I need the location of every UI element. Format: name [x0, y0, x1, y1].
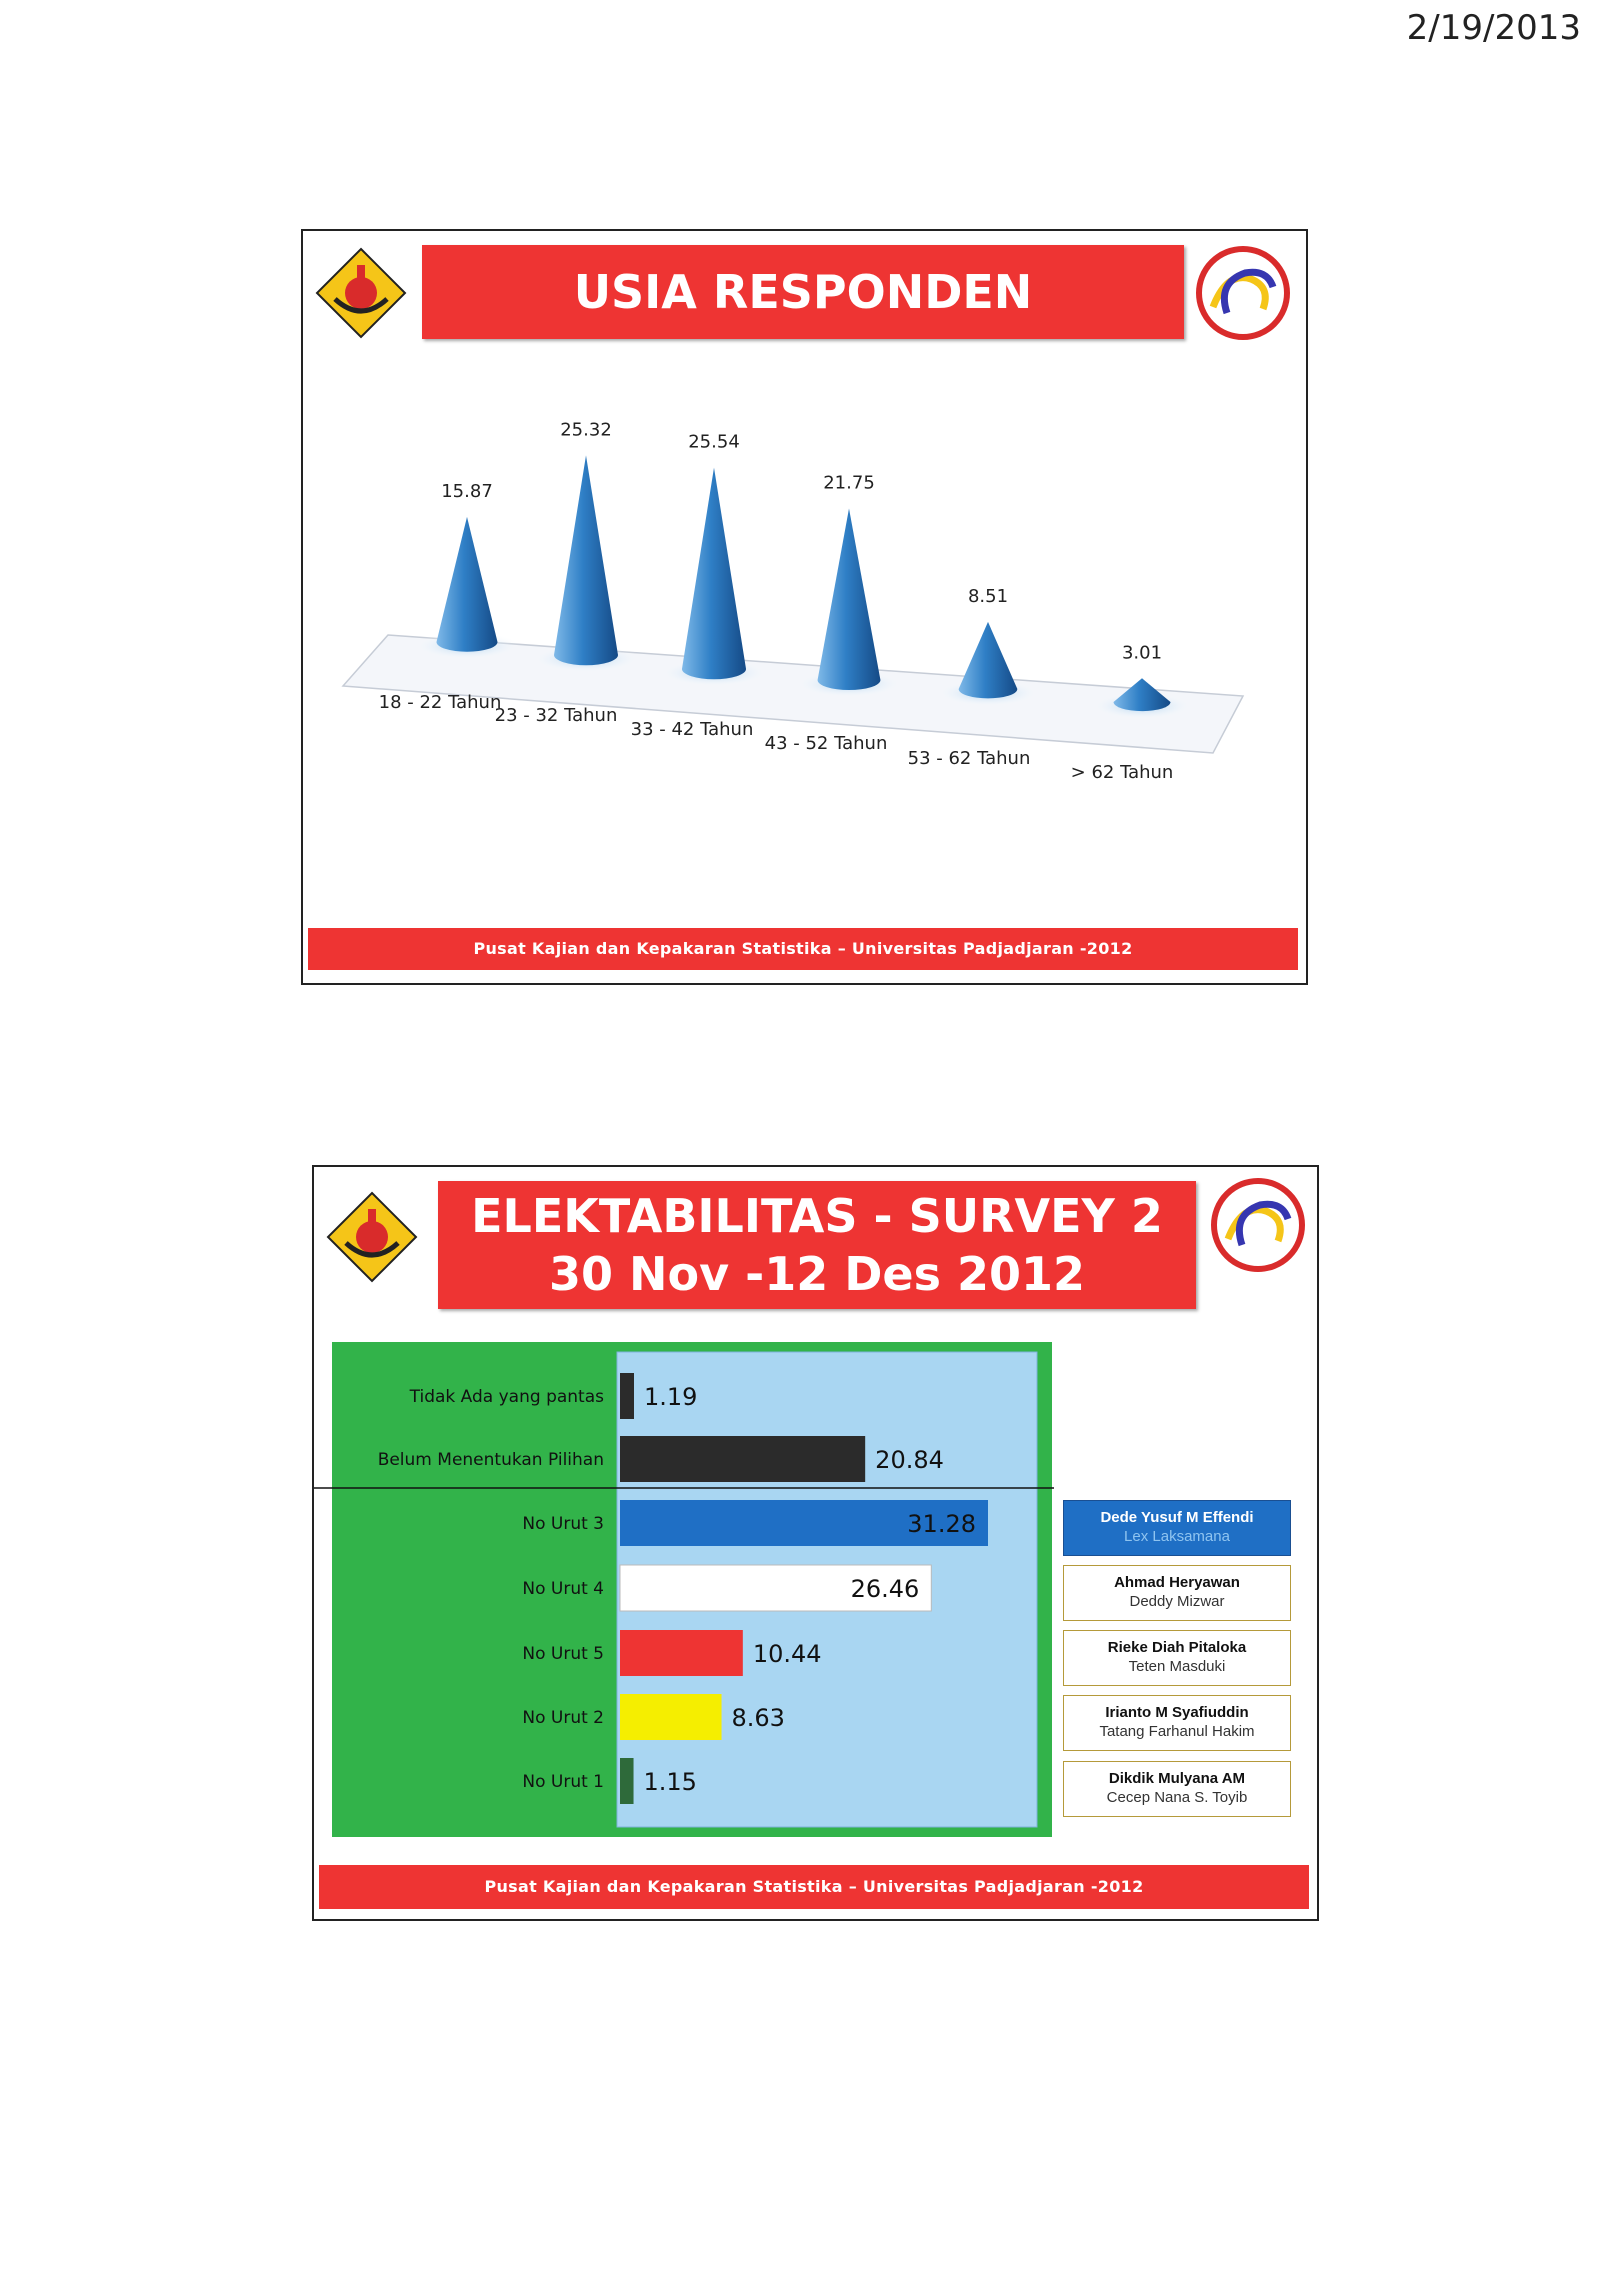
category-label: No Urut 4: [522, 1579, 604, 1599]
value-label: 31.28: [907, 1510, 976, 1538]
candidate-name: Ahmad Heryawan: [1114, 1574, 1240, 1591]
value-label: 20.84: [875, 1446, 944, 1474]
cone-bar: [959, 622, 1018, 698]
category-label: > 62 Tahun: [1070, 762, 1174, 783]
candidate-name: Rieke Diah Pitaloka: [1107, 1639, 1247, 1656]
slide-title: USIA RESPONDEN: [422, 245, 1184, 339]
cone-bar: [436, 517, 497, 652]
value-label: 25.32: [560, 419, 612, 441]
category-label: Belum Menentukan Pilihan: [377, 1450, 604, 1470]
candidate-partner: Teten Masduki: [1128, 1658, 1226, 1675]
candidate-box: [1063, 1695, 1291, 1751]
category-label: 33 - 42 Tahun: [630, 719, 754, 740]
alpha-logo: [1208, 1175, 1308, 1275]
bar: [620, 1436, 865, 1482]
category-label: No Urut 1: [522, 1772, 604, 1792]
age-cone-chart: [303, 231, 1306, 983]
candidate-name: Dede Yusuf M Effendi: [1100, 1509, 1254, 1526]
value-label: 10.44: [752, 1640, 822, 1668]
category-label: No Urut 2: [522, 1708, 604, 1728]
slide-footer: Pusat Kajian dan Kepakaran Statistika – Universitas Padjadjaran -2012: [319, 1865, 1309, 1909]
cone-bar: [682, 468, 746, 680]
candidate-box: [1063, 1500, 1291, 1556]
category-label: No Urut 3: [522, 1514, 604, 1534]
value-label: 25.54: [688, 431, 740, 453]
category-label: No Urut 5: [522, 1644, 604, 1664]
candidate-partner: Deddy Mizwar: [1129, 1593, 1225, 1610]
elektabilitas-bar-chart: [314, 1167, 1054, 1867]
cone-bar: [818, 509, 881, 691]
title-line-2: 30 Nov -12 Des 2012: [548, 1247, 1086, 1301]
title-line-1: ELEKTABILITAS - SURVEY 2: [471, 1189, 1163, 1243]
cone-bar: [554, 455, 618, 665]
bar: [620, 1373, 634, 1419]
value-label: 8.63: [731, 1704, 785, 1732]
candidate-partner: Tatang Farhanul Hakim: [1099, 1723, 1255, 1740]
category-label: Tidak Ada yang pantas: [409, 1387, 604, 1407]
category-label: 53 - 62 Tahun: [907, 748, 1031, 769]
value-label: 3.01: [1121, 642, 1163, 664]
page-date: 2/19/2013: [1406, 8, 1581, 48]
value-label: 21.75: [823, 472, 875, 494]
category-label: 43 - 52 Tahun: [764, 733, 888, 754]
candidate-box: [1063, 1630, 1291, 1686]
slide-elektabilitas: [312, 1165, 1319, 1921]
bar: [620, 1694, 722, 1740]
candidate-name: Irianto M Syafiuddin: [1105, 1704, 1249, 1721]
candidate-box: [1063, 1761, 1291, 1817]
value-label: 1.19: [644, 1383, 698, 1411]
category-label: 18 - 22 Tahun: [378, 692, 502, 713]
slide-footer: Pusat Kajian dan Kepakaran Statistika – Universitas Padjadjaran -2012: [308, 928, 1298, 970]
value-label: 1.15: [643, 1768, 697, 1796]
slide-usia-responden: [301, 229, 1308, 985]
candidate-partner: Lex Laksamana: [1124, 1528, 1230, 1545]
value-label: 26.46: [850, 1575, 920, 1603]
candidate-box: [1063, 1565, 1291, 1621]
candidate-name: Dikdik Mulyana AM: [1108, 1770, 1246, 1787]
bar: [620, 1758, 634, 1804]
bar: [620, 1630, 743, 1676]
category-label: 23 - 32 Tahun: [494, 705, 618, 726]
value-label: 15.87: [441, 480, 493, 502]
value-label: 8.51: [967, 585, 1009, 607]
candidate-partner: Cecep Nana S. Toyib: [1106, 1789, 1248, 1806]
